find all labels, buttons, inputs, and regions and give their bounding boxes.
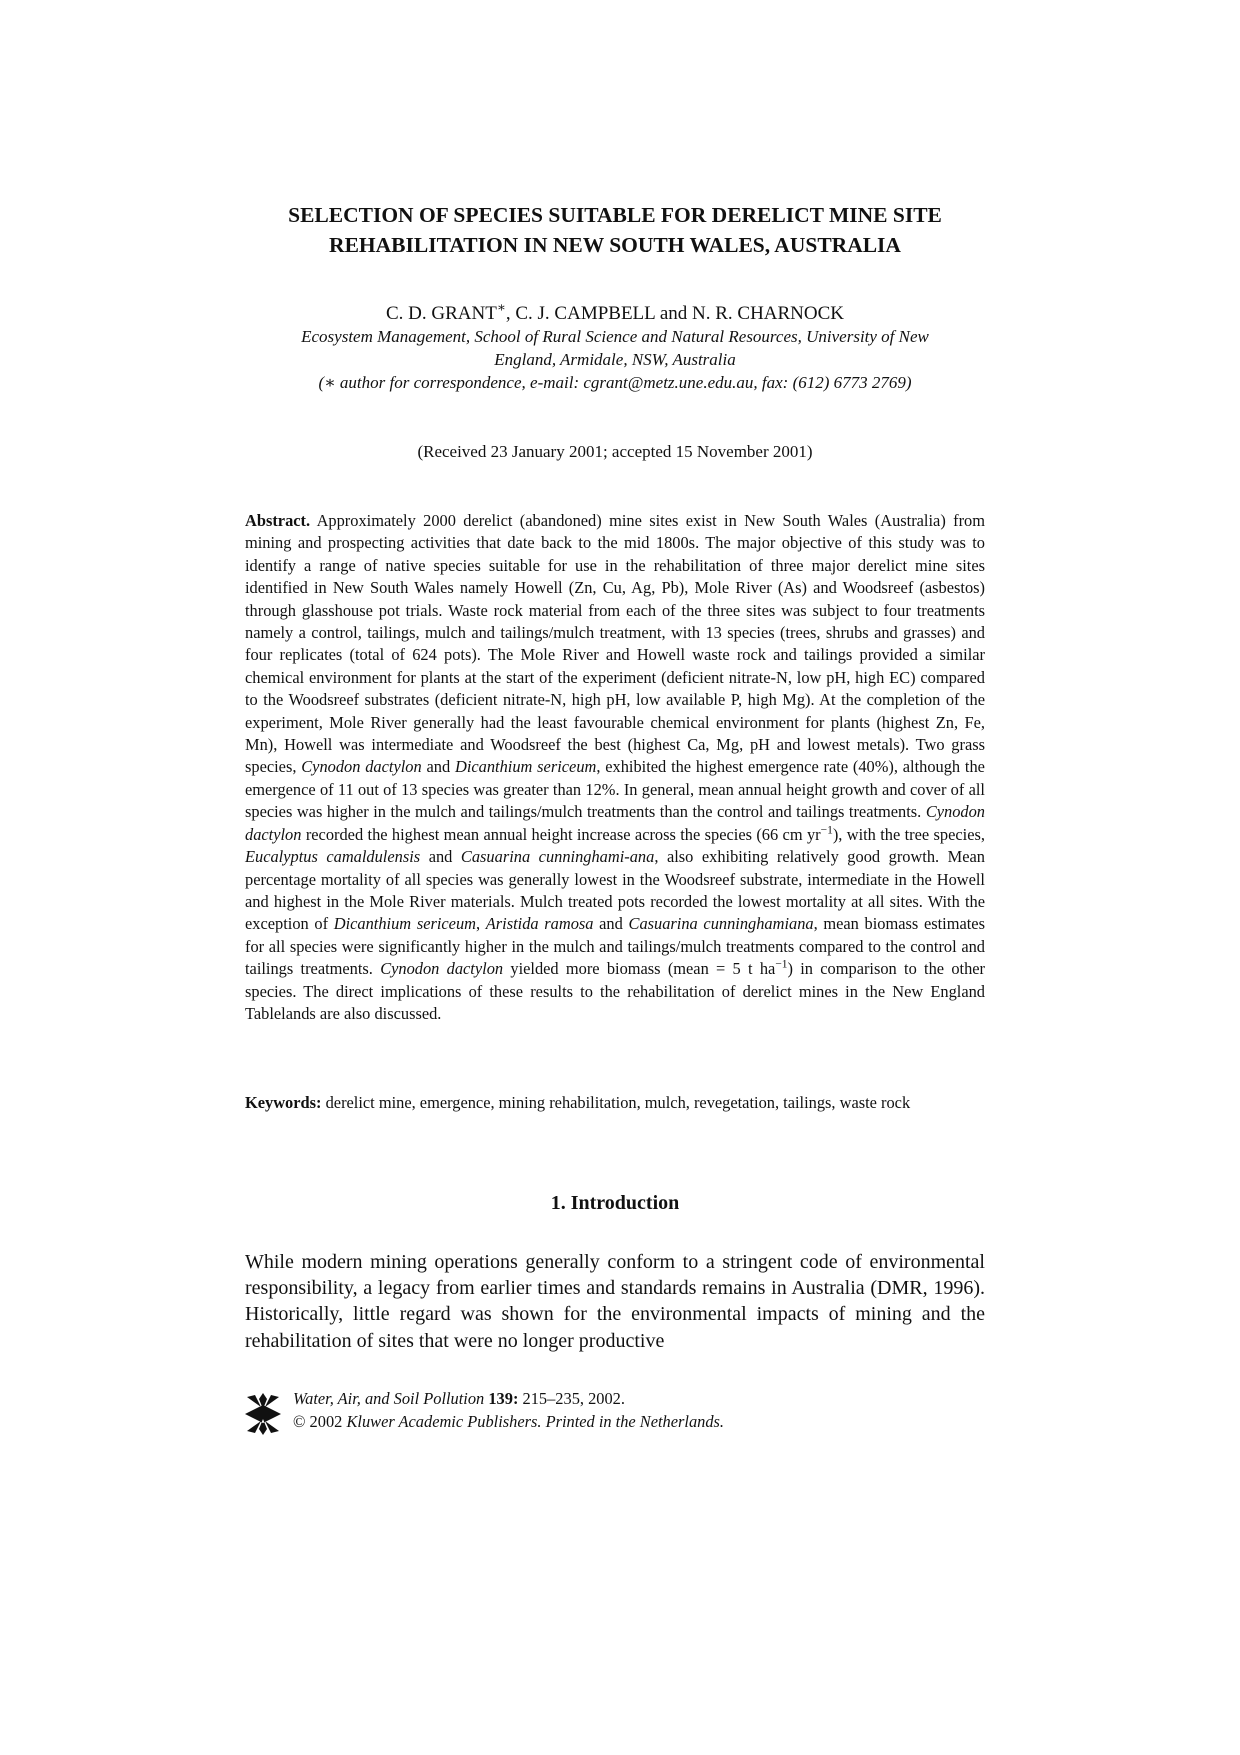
citation-line-2 [293,1410,724,1433]
intro-paragraph: While modern mining operations generally conform to a stringent code of environmental responsibility, a legacy from earlier times and standards remains in Australia (DMR, 1996). Historically, little regard was shown for the environmental impacts of mining and the rehabilitation of sites that were no longer productive [245,1251,985,1352]
section-heading: 1. Introduction [550,1192,680,1214]
keywords-text: derelict mine, emergence, mining rehabilitation, mulch, revegetation, tailings, waste rock [325,1093,911,1112]
species-name: Aristida ramosa [485,914,594,934]
printed-in: Printed in the Netherlands. [545,1412,725,1431]
species-name: Casuarina cunninghami-ana [460,847,655,867]
title-line-2: REHABILITATION IN NEW SOUTH WALES, AUSTRALIA [329,233,901,257]
affiliation-line-2: England, Armidale, NSW, Australia [494,350,736,369]
publisher-logo-icon [245,1393,281,1435]
abstract-label: Abstract. [245,511,311,530]
conjunction: and [428,847,453,867]
species-name: Dicanthium sericeum [333,914,476,934]
keywords [245,1093,1005,1113]
journal-footer [245,1387,945,1447]
pages: 215–235, 2002. [522,1389,625,1408]
title-line-1: SELECTION OF SPECIES SUITABLE FOR DERELICT MINE SITE [288,203,942,227]
citation-line-1 [293,1387,724,1410]
species-name: Casuarina cunninghamiana [628,914,814,934]
author-others: , C. J. CAMPBELL and N. R. CHARNOCK [505,303,845,324]
abstract-text: , exhibited the highest emergence rate (40%), although the emergence of 11 out of 13 species was greater than 12%. In general, mean annual height growth and cover of all species was higher in the mulch and tailings/mulch treatments than the control and tailings treatments. [245,757,985,822]
volume: 139: [488,1389,519,1408]
journal-name: Water, Air, and Soil Pollution [293,1389,485,1408]
citation [293,1387,724,1433]
conjunction: and [426,757,451,777]
abstract-text: Approximately 2000 derelict (abandoned) mine sites exist in New South Wales (Australia) from mining and prospecting activities that date back to the mid 1800s. The major objective of this study was to identify a range of native species suitable for use in the rehabilitation of three major derelict mine sites identified in New South Wales namely Howell (Zn, Cu, Ag, Pb), Mole River (As) and Woodsreef (asbestos) through glasshouse pot trials. Waste rock material from each of the three sites was subject to four treatments namely a control, tailings, mulch and tailings/mulch treatment, with 13 species (trees, shrubs and grasses) and four replicates (total of 624 pots). The Mole River and Howell waste rock and tailings provided a similar chemical environment for plants at the start of the experiment (deficient nitrate-N, low pH, high EC) compared to the Woodsreef substrates (deficient nitrate-N, high pH, low available P, high Mg). At the completion of the experiment, Mole River generally had the least favourable chemical environment for plants (highest Zn, Fe, Mn), Howell was intermediate and Woodsreef the best (highest Ca, Mg, pH and lowest metals). Two grass species, [245,511,985,777]
copyright: © 2002 [293,1412,343,1431]
abstract-text: , mean biomass estimates for all species were significantly higher in the mulch and tailings/mulch treatments compared to the control and tailings treatments. [245,914,985,979]
exponent: −1 [775,958,788,971]
author-list [200,299,1030,326]
publisher: Kluwer Academic Publishers. [346,1412,542,1431]
species-name: Eucalyptus camaldulensis [245,847,421,867]
species-name: Cynodon dactylon [380,959,504,979]
correspondence-line: (∗ author for correspondence, e-mail: cgrant@metz.une.edu.au, fax: (612) 6773 2769) [318,373,912,392]
author-1: C. D. GRANT [385,303,497,324]
exponent: −1 [820,824,833,837]
affiliation-line-1: Ecosystem Management, School of Rural Science and Natural Resources, University of New [301,327,929,346]
abstract: Abstract. Approximately 2000 derelict (abandoned) mine sites exist in New South Wales (Australia) from mining and prospecting activities that date back to the mid 1800s. The major objective of this study was to identify a range of native species suitable for use in the rehabilitation of three major derelict mine sites identified in New South Wales namely Howell (Zn, Cu, Ag, Pb), Mole River (As) and Woodsreef (asbestos) through glasshouse pot trials. Waste rock material from each of the three sites was subject to four treatments namely a control, tailings, mulch and tailings/mulch treatment, with 13 species (trees, shrubs and grasses) and four replicates (total of 624 pots). The Mole River and Howell waste rock and tailings provided a similar chemical environment for plants at the start of the experiment (deficient nitrate-N, low pH, high EC) compared to the Woodsreef substrates (deficient nitrate-N, high pH, low available P, high Mg). At the completion of the experiment, Mole River generally had the least favourable chemical environment for plants (highest Zn, Fe, Mn), Howell was intermediate and Woodsreef the best (highest Ca, Mg, pH and lowest metals). Two grass species, Cynodon dactylon and Dicanthium sericeum, exhibited the highest emergence rate (40%), although the emergence of 11 out of 13 species was greater than 12%. In general, mean annual height growth and cover of all species was higher in the mulch and tailings/mulch treatments than the control and tailings treatments. Cynodon dactylon recorded the highest mean annual height increase across the species (66 cm $yr^{-1}$), with the tree species, Eucalyptus camaldulensis and Casuarina cunninghami-ana, also exhibiting relatively good growth. Mean percentage mortality of all species was generally lowest in the Woodsreef substrate, intermediate in the Howell and highest in the Mole River materials. Mulch treated pots recorded the lowest mortality at all sites. With the exception of Dicanthium sericeum, Aristida ramosa and Casuarina cunninghamiana, mean biomass estimates for all species were significantly higher in the mulch and tailings/mulch treatments compared to the control and tailings treatments. Cynodon dactylon yielded more biomass (mean = 5 t $ha^{-1}$) in comparison to the other species. The direct implications of these results to the rehabilitation of derelict mines in the New England Tablelands are also discussed. [245,511,986,1023]
keywords-label: Keywords: [245,1093,322,1112]
abstract-text: recorded the highest mean annual height increase across the species (66 cm yr [305,824,821,844]
corresponding-mark: ∗ [496,299,506,315]
species-name: Dicanthium sericeum [454,757,597,777]
abstract-text: ), with the tree species, [832,824,985,844]
conjunction: and [599,914,623,934]
affiliation [220,325,1010,394]
abstract-text: yielded more biomass (mean = 5 t ha [510,959,776,979]
abstract-text: ) in comparison to the other species. The direct implications of these results to the rehabilitation of derelict mines in the New England Tablelands are also discussed. [245,959,986,1023]
species-name: Cynodon dactylon [245,802,985,844]
species-name: Cynodon dactylon [301,757,422,777]
abstract-text: , also exhibiting relatively good growth. Mean percentage mortality of all species was generally lowest in the Woodsreef substrate, intermediate in the Howell and highest in the Mole River materials. Mulch treated pots recorded the lowest mortality at all sites. With the exception of [245,847,986,934]
paper-title [200,200,1030,260]
received-dates: (Received 23 January 2001; accepted 15 November 2001) [417,442,813,461]
